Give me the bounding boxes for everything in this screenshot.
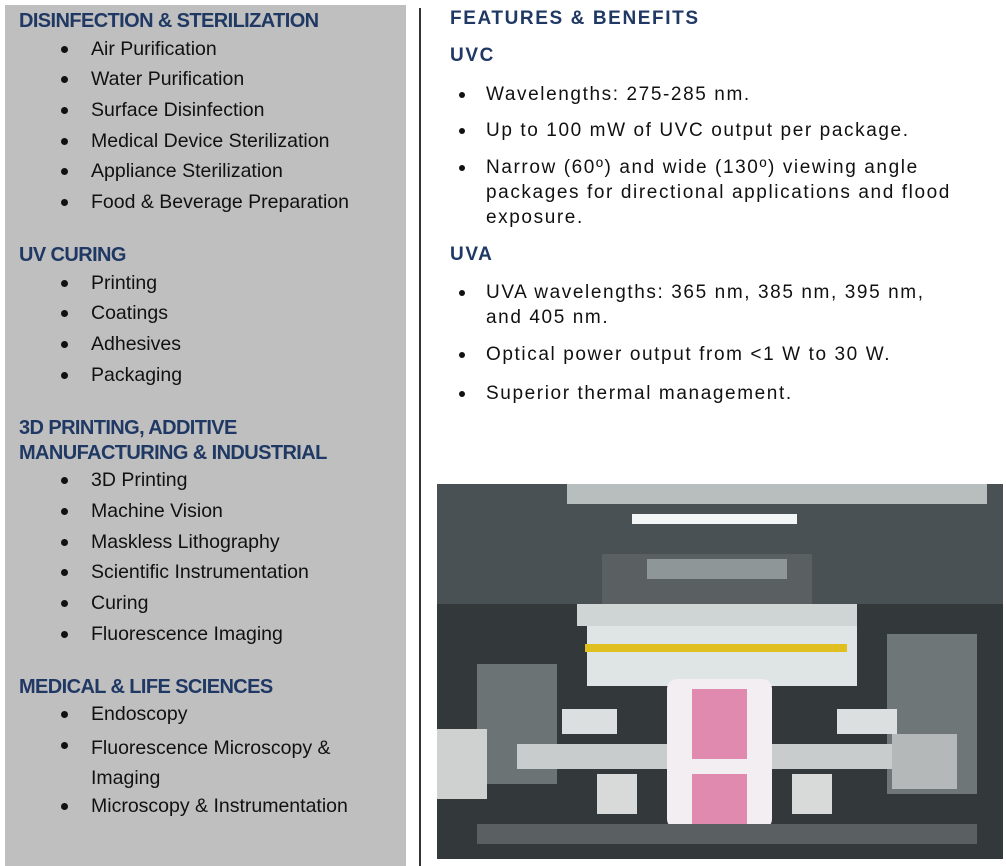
feature-item: Up to 100 mW of UVC output per package. <box>486 118 986 143</box>
list-item: Fluorescence Microscopy & Imaging <box>91 733 371 793</box>
uva-heading: UVA <box>450 244 494 265</box>
section-heading: DISINFECTION & STERILIZATION <box>19 10 319 32</box>
list-item: Packaging <box>91 364 183 386</box>
list-item: Water Purification <box>91 68 245 90</box>
list-item: Surface Disinfection <box>91 99 265 121</box>
list-item: Endoscopy <box>91 703 188 725</box>
list-item: Printing <box>91 272 158 294</box>
section-heading: MEDICAL & LIFE SCIENCES <box>19 676 273 698</box>
list-item: Air Purification <box>91 38 217 60</box>
section-heading: MANUFACTURING & INDUSTRIAL <box>19 442 327 464</box>
list-item: Curing <box>91 592 149 614</box>
column-divider <box>419 8 421 866</box>
feature-item: Narrow (60º) and wide (130º) viewing angle packages for directional applications and flood exposure. <box>486 155 976 230</box>
features-title: FEATURES & BENEFITS <box>450 8 700 29</box>
feature-item: Superior thermal management. <box>486 381 986 406</box>
printing-machine-photo <box>437 484 1003 859</box>
list-item: Fluorescence Imaging <box>91 623 283 645</box>
feature-item: UVA wavelengths: 365 nm, 385 nm, 395 nm, and 405 nm. <box>486 280 966 330</box>
list-item: Maskless Lithography <box>91 531 280 553</box>
section-heading: UV CURING <box>19 244 126 266</box>
list-item: Coatings <box>91 302 168 324</box>
list-item: Food & Beverage Preparation <box>91 191 349 213</box>
list-item: Machine Vision <box>91 500 223 522</box>
list-item: Adhesives <box>91 333 181 355</box>
list-item: Microscopy & Instrumentation <box>91 795 348 817</box>
section-heading: 3D PRINTING, ADDITIVE <box>19 417 237 439</box>
list-item: 3D Printing <box>91 469 188 491</box>
list-item: Appliance Sterilization <box>91 160 283 182</box>
feature-item: Wavelengths: 275-285 nm. <box>486 82 986 107</box>
feature-item: Optical power output from <1 W to 30 W. <box>486 342 986 367</box>
list-item: Scientific Instrumentation <box>91 561 309 583</box>
uvc-heading: UVC <box>450 45 495 66</box>
list-item: Medical Device Sterilization <box>91 130 330 152</box>
